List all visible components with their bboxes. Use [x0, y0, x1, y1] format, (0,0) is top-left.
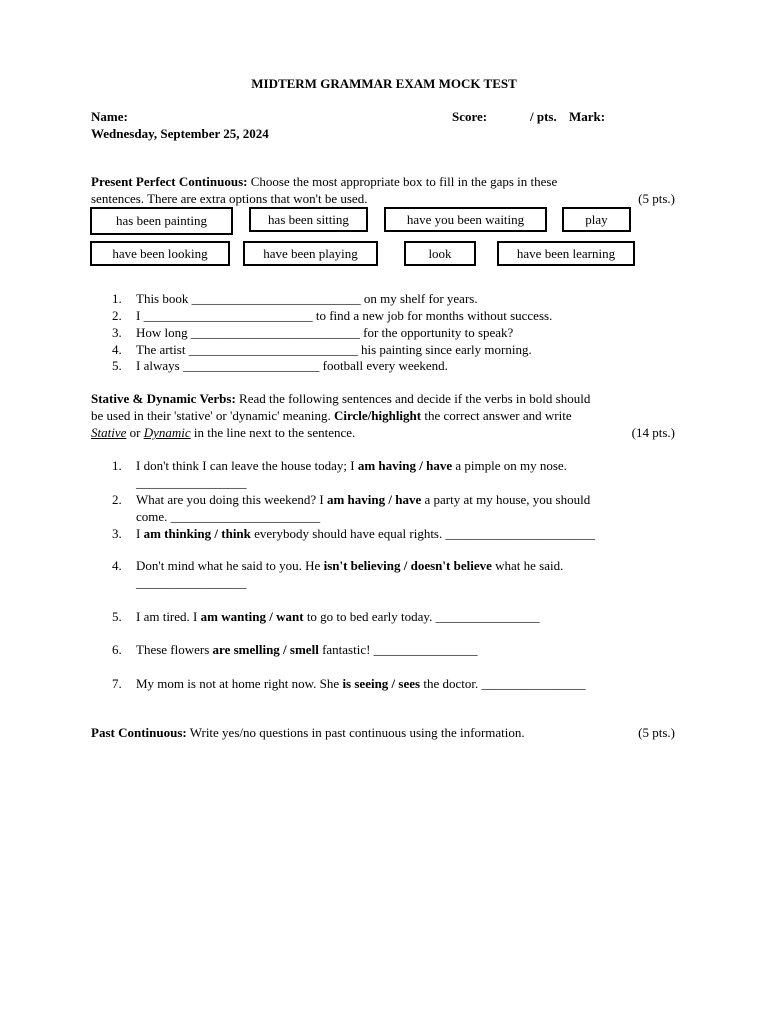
section2-points: (14 pts.) — [631, 425, 675, 440]
section1-item: How long __________________________ for the opportunity to speak? — [136, 325, 514, 340]
section1-item: I __________________________ to find a new job for months without success. — [136, 308, 553, 323]
section2-item — [136, 458, 567, 474]
item-number: 1. — [112, 291, 122, 306]
section2-instr-1: Read the following sentences and decide if the verbs in bold should — [235, 391, 591, 406]
section1-item: The artist __________________________ his painting since early morning. — [136, 342, 532, 357]
item-text: fantastic! ________________ — [318, 642, 478, 657]
section1-heading: Present Perfect Continuous: — [91, 174, 248, 189]
verb-choice[interactable]: am having / have — [326, 492, 422, 507]
verb-choice[interactable]: am having / have — [357, 458, 453, 473]
dynamic-word: Dynamic — [143, 425, 191, 440]
score-label: Score: — [452, 109, 488, 124]
section2-item — [136, 676, 585, 692]
item-number: 3. — [112, 526, 122, 541]
pts-label: / pts. — [530, 109, 557, 124]
word-bank-option[interactable]: have been learning — [497, 241, 635, 266]
section3-instr: Write yes/no questions in past continuous using the information. — [186, 725, 525, 740]
section2-item — [136, 492, 590, 508]
section1-item: This book __________________________ on my shelf for years. — [136, 291, 478, 306]
section2-heading: Stative & Dynamic Verbs: — [91, 391, 236, 406]
section1-instructions-line1 — [91, 174, 557, 190]
word-bank-option[interactable]: look — [404, 241, 476, 266]
name-label: Name: — [91, 109, 128, 124]
section1-instr-1: Choose the most appropriate box to fill in the gaps in these — [247, 174, 558, 189]
word-bank-option[interactable]: have you been waiting — [384, 207, 547, 232]
item-number: 5. — [112, 358, 122, 373]
item-text: a pimple on my nose. — [452, 458, 567, 473]
section2-instructions-line2 — [91, 408, 572, 424]
section1-item: I always _____________________ football every weekend. — [136, 358, 448, 373]
exam-date: Wednesday, September 25, 2024 — [91, 126, 269, 141]
verb-choice[interactable]: isn't believing / doesn't believe — [323, 558, 492, 573]
stative-word: Stative — [91, 425, 127, 440]
section2-item — [136, 642, 478, 658]
item-text: I don't think I can leave the house today; I — [136, 458, 358, 473]
exam-title: MIDTERM GRAMMAR EXAM MOCK TEST — [251, 76, 517, 91]
verb-choice[interactable]: is seeing / sees — [342, 676, 421, 691]
item-text: What are you doing this weekend? I — [136, 492, 327, 507]
section2-instr-3: in the line next to the sentence. — [190, 425, 356, 440]
item-text: My mom is not at home right now. She — [136, 676, 343, 691]
item-number: 4. — [112, 342, 122, 357]
item-text: the doctor. ________________ — [420, 676, 586, 691]
section2-instructions-line1 — [91, 391, 590, 407]
mark-label: Mark: — [569, 109, 606, 124]
item-number: 1. — [112, 458, 122, 473]
word-bank-option[interactable]: have been playing — [243, 241, 378, 266]
item-text: a party at my house, you should — [421, 492, 591, 507]
section2-item — [136, 526, 595, 542]
section1-points: (5 pts.) — [638, 191, 675, 206]
section2-instr-2b: Circle/highlight — [333, 408, 422, 423]
item-number: 3. — [112, 325, 122, 340]
item-number: 4. — [112, 558, 122, 573]
section3-points: (5 pts.) — [638, 725, 675, 740]
verb-choice[interactable]: am wanting / want — [200, 609, 304, 624]
item-text: Don't mind what he said to you. He — [136, 558, 324, 573]
section2-instructions-line3 — [91, 425, 355, 441]
word-bank-option[interactable]: play — [562, 207, 631, 232]
answer-line[interactable]: come. _______________________ — [136, 509, 321, 524]
word-bank-option[interactable]: have been looking — [90, 241, 230, 266]
item-number: 2. — [112, 492, 122, 507]
answer-line[interactable]: _________________ — [136, 575, 247, 590]
word-bank-option[interactable]: has been sitting — [249, 207, 368, 232]
item-text: to go to bed early today. ________________ — [303, 609, 540, 624]
item-number: 5. — [112, 609, 122, 624]
verb-choice[interactable]: am thinking / think — [143, 526, 251, 541]
section2-item — [136, 558, 563, 574]
section2-instr-2a: be used in their 'stative' or 'dynamic' meaning. — [91, 408, 334, 423]
section1-instr-2: sentences. There are extra options that won't be used. — [91, 191, 368, 206]
answer-line[interactable]: _________________ — [136, 475, 247, 490]
item-number: 6. — [112, 642, 122, 657]
or-word: or — [126, 425, 144, 440]
item-text: I am tired. I — [136, 609, 201, 624]
item-number: 7. — [112, 676, 122, 691]
item-text: These flowers — [136, 642, 213, 657]
item-text: what he said. — [491, 558, 564, 573]
item-number: 2. — [112, 308, 122, 323]
section3-instructions — [91, 725, 525, 741]
section2-item — [136, 609, 540, 625]
item-text: everybody should have equal rights. _______________________ — [250, 526, 595, 541]
section3-heading: Past Continuous: — [91, 725, 187, 740]
section2-instr-2c: the correct answer and write — [421, 408, 572, 423]
verb-choice[interactable]: are smelling / smell — [212, 642, 319, 657]
word-bank-option[interactable]: has been painting — [90, 207, 233, 235]
item-text: I — [136, 526, 144, 541]
